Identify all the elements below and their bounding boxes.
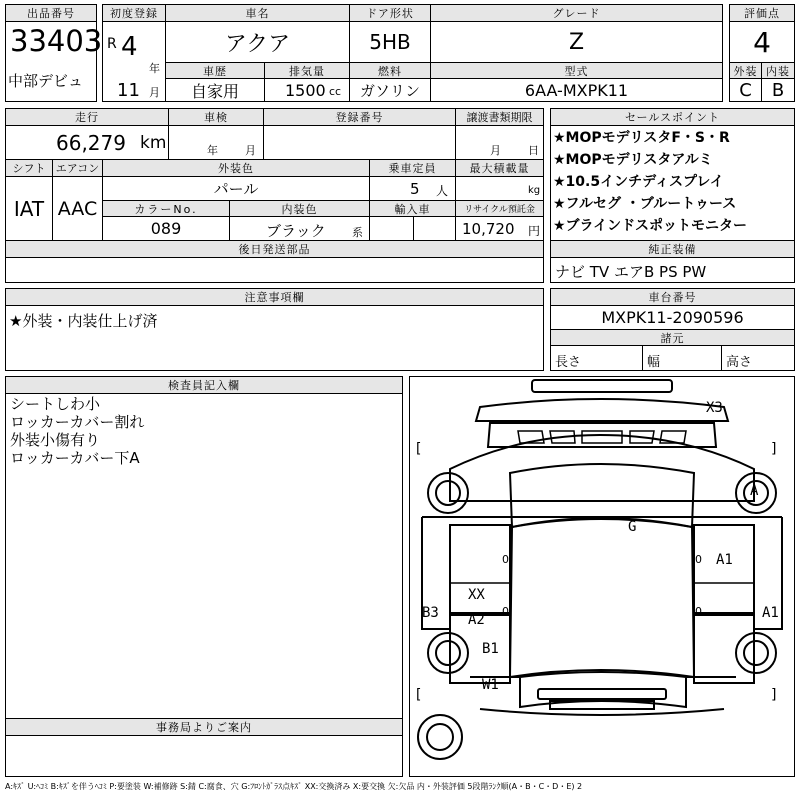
transfer-cell [455, 125, 544, 160]
grade-label: グレード [430, 4, 723, 22]
door-type: 5HB [349, 21, 431, 63]
recycle-unit: 円 [528, 224, 541, 238]
recycle-label: リサイクル預託金 [455, 200, 544, 217]
bracket-right: ] [770, 687, 779, 703]
sales-point: ★MOPモデリスタF・S・R [553, 130, 730, 146]
int-color-cell [229, 216, 370, 241]
load-label: 最大積載量 [455, 159, 544, 177]
mileage-label: 走行 [5, 108, 169, 126]
import-divider [413, 217, 414, 240]
inspector-line: 外装小傷有り [10, 431, 101, 449]
first-reg-cell [102, 21, 166, 102]
int-color: ブラック [266, 222, 326, 240]
capacity-cell [369, 176, 456, 201]
notes-text: ★外装・内装仕上げ済 [9, 312, 158, 330]
mileage-unit: km [140, 133, 167, 153]
era: R [107, 36, 117, 52]
displacement: 1500 [285, 81, 326, 100]
insp-year-unit: 年 [207, 144, 218, 157]
later-parts-label: 後日発送部品 [5, 240, 544, 258]
equipment-label: 純正装備 [550, 240, 795, 258]
displacement-unit: cc [329, 85, 342, 98]
mileage-cell [5, 125, 169, 160]
equipment: ナビ TV エアB PS PW [555, 263, 707, 281]
inspection-label: 車検 [168, 108, 264, 126]
color-no: 089 [102, 216, 230, 241]
chassis-number: MXPK11-2090596 [550, 305, 795, 330]
damage-mark-w1: W1 [482, 677, 499, 693]
notes-cell [5, 305, 544, 371]
model: 6AA-MXPK11 [430, 78, 723, 102]
capacity: 5 [410, 180, 420, 198]
bracket-right: ] [770, 441, 779, 457]
ac: AAC [52, 176, 103, 241]
load-unit: kg [528, 185, 541, 196]
damage-mark-a1: A1 [762, 605, 779, 621]
zero-marker: 0 [695, 605, 702, 618]
sales-point: ★ブラインドスポットモニター [553, 218, 747, 234]
car-outline [410, 377, 794, 776]
year-unit: 年 [149, 62, 160, 75]
transfer-day-unit: 日 [528, 144, 539, 157]
sales-point: ★10.5インチディスプレイ [553, 174, 724, 190]
int-grade-label: 内装 [761, 62, 795, 79]
damage-mark-a: A [750, 483, 759, 499]
ac-label: エアコン [52, 159, 103, 177]
notes-label: 注意事項欄 [5, 288, 544, 306]
load-cell [455, 176, 544, 201]
equipment-cell [550, 257, 795, 283]
shift-label: シフト [5, 159, 53, 177]
damage-mark-xx: XX [468, 587, 485, 603]
fuel-label: 燃料 [349, 62, 431, 79]
dim-height: 高さ [726, 355, 753, 370]
import-cell [369, 216, 456, 241]
dim-divider [721, 346, 722, 370]
inspection-cell [168, 125, 264, 160]
inspector-label: 検査員記入欄 [5, 376, 403, 394]
car-diagram [409, 376, 795, 777]
inspector-line: シートしわ小 [10, 395, 101, 413]
damage-mark-a1: A1 [716, 552, 733, 568]
color: パール [102, 176, 370, 201]
region: 中部デビュ [8, 72, 84, 90]
office-cell [5, 735, 403, 777]
zero-marker: 0 [695, 553, 702, 566]
score-label: 評価点 [729, 4, 795, 22]
recycle-cell [455, 216, 544, 241]
transfer-label: 譲渡書類期限 [455, 108, 544, 126]
damage-mark-a2: A2 [468, 612, 485, 628]
inspector-line: ロッカーカバー割れ [10, 413, 145, 431]
bracket-left: [ [414, 687, 423, 703]
reg-no-label: 登録番号 [263, 108, 456, 126]
capacity-unit: 人 [436, 184, 449, 198]
sales-points-list [550, 125, 795, 241]
sales-point: ★MOPモデリスタアルミ [553, 152, 713, 168]
int-color-label: 内装色 [229, 200, 370, 217]
sales-points-label: セールスポイント [550, 108, 795, 126]
shift: IAT [5, 176, 53, 241]
int-grade: B [761, 78, 795, 102]
reg-year: 4 [121, 32, 138, 62]
lot-number: 33403 [10, 24, 103, 58]
damage-mark-b3: B3 [422, 605, 439, 621]
inspector-notes [5, 393, 403, 719]
legend: A:ｷｽﾞ U:ﾍｺﾐ B:ｷｽﾞを伴うﾍｺﾐ P:要塗装 W:補修跡 S:錆 C:腐食、穴 G:ﾌﾛﾝﾄｶﾞﾗｽ点ｷｽﾞ XX:交換済み X:要交換 欠:欠品 内・外装評価 5段階ﾗﾝｸ順(A・B・C・D・E) 2 [5, 782, 583, 791]
history: 自家用 [165, 78, 265, 102]
displacement-cell [264, 78, 350, 102]
int-color-unit: 系 [352, 226, 363, 239]
lot-number-cell [5, 21, 103, 102]
first-reg-label: 初度登録 [102, 4, 166, 22]
lot-number-label: 出品番号 [5, 4, 97, 22]
import-label: 輸入車 [369, 200, 456, 217]
chassis-label: 車台番号 [550, 288, 795, 306]
mileage: 66,279 [56, 131, 126, 155]
score: 4 [729, 21, 795, 63]
recycle-amount: 10,720 [462, 220, 515, 238]
history-label: 車歴 [165, 62, 265, 79]
transfer-month-unit: 月 [490, 144, 501, 157]
office-label: 事務局よりご案内 [5, 718, 403, 736]
inspector-line: ロッカーカバー下A [10, 449, 140, 467]
reg-no-cell [263, 125, 456, 160]
damage-mark-b1: B1 [482, 641, 499, 657]
dims-cell [550, 345, 795, 371]
fuel: ガソリン [349, 78, 431, 102]
damage-mark-x3: X3 [706, 400, 723, 416]
insp-month-unit: 月 [245, 144, 256, 157]
damage-mark-g: G [628, 519, 637, 535]
ext-grade: C [729, 78, 762, 102]
dim-divider [642, 346, 643, 370]
zero-marker: 0 [502, 553, 509, 566]
color-no-label: カラーNo. [102, 200, 230, 217]
color-label: 外装色 [102, 159, 370, 177]
displacement-label: 排気量 [264, 62, 350, 79]
reg-month: 11 [117, 80, 140, 101]
grade: Z [430, 21, 723, 63]
dim-length: 長さ [555, 355, 582, 370]
capacity-label: 乗車定員 [369, 159, 456, 177]
car-name: アクア [165, 21, 350, 63]
sales-point: ★フルセグ ・ブルートゥース [553, 196, 737, 212]
model-label: 型式 [430, 62, 723, 79]
dims-label: 諸元 [550, 329, 795, 346]
bracket-left: [ [414, 441, 423, 457]
month-unit: 月 [149, 86, 160, 99]
door-label: ドア形状 [349, 4, 431, 22]
dim-width: 幅 [647, 355, 661, 370]
ext-grade-label: 外装 [729, 62, 762, 79]
zero-marker: 0 [502, 605, 509, 618]
car-name-label: 車名 [165, 4, 350, 22]
later-parts-cell [5, 257, 544, 283]
